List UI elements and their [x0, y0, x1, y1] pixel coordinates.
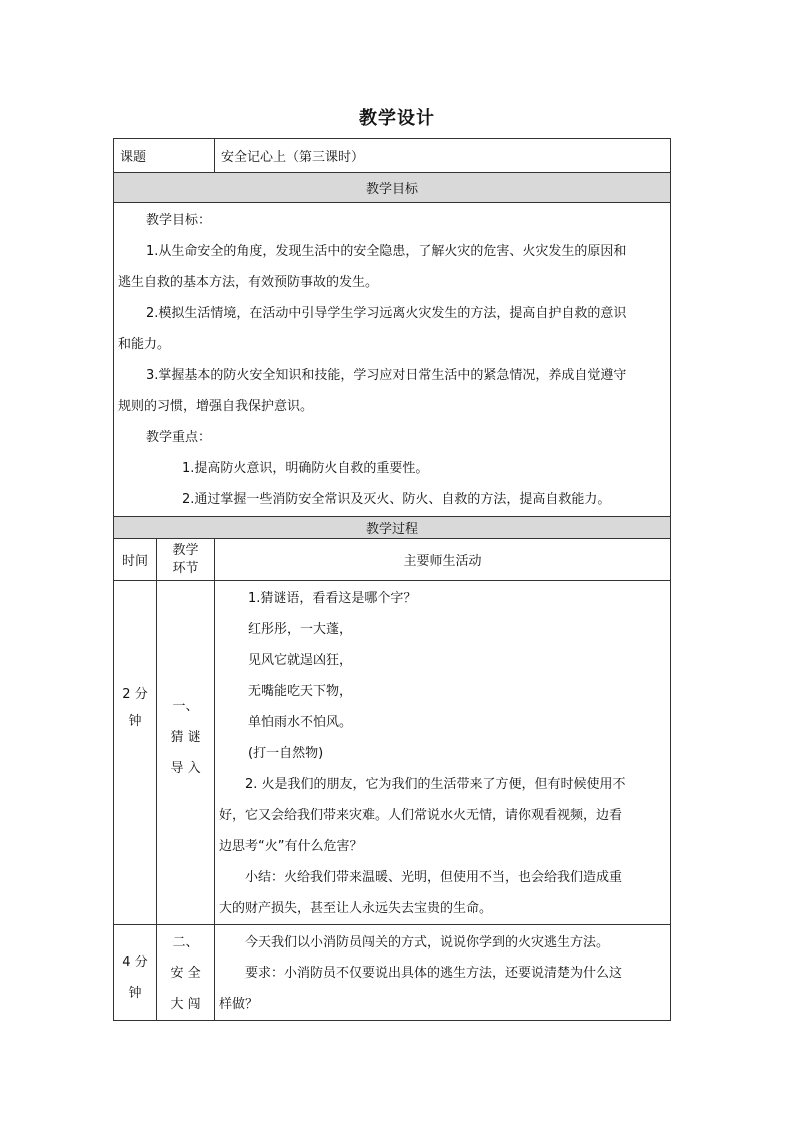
activity-line: 小结：火给我们带来温暖、光明，但使用不当，也会给我们造成重 — [245, 870, 623, 885]
row-time-line1: 2 分 — [122, 687, 148, 702]
activity-line: 见风它就逞凶狂， — [248, 653, 353, 668]
objectives-line: 教学重点： — [146, 430, 212, 445]
row-stage-line: 安 全 — [170, 966, 201, 981]
row-stage-line: 猜 谜 — [170, 730, 201, 745]
row-time-cell — [114, 925, 157, 1021]
objectives-line: 1.提高防火意识，明确防火自救的重要性。 — [182, 461, 429, 476]
activity-line: 大的财产损失，甚至让人永远失去宝贵的生命。 — [219, 901, 493, 916]
activity-line: 边思考“火”有什么危害？ — [219, 839, 363, 854]
objectives-line: 3.掌握基本的防火安全知识和技能，学习应对日常生活中的紧急情况，养成自觉遵守 — [146, 368, 627, 383]
lesson-row — [114, 139, 671, 173]
activity-line: 好，它又会给我们带来灾难。人们常说水火无情，请你观看视频，边看 — [219, 808, 623, 823]
col-stage-header — [157, 539, 215, 581]
activity-line: 2. 火是我们的朋友，它为我们的生活带来了方便，但有时候使用不 — [245, 777, 626, 792]
row-stage-line: 大 闯 — [170, 997, 201, 1012]
col-activity-header: 主要师生活动 — [215, 539, 671, 581]
col-stage-header-line2: 环节 — [172, 560, 199, 576]
row-stage-line: 导 入 — [170, 761, 201, 776]
objectives-line: 和能力。 — [118, 337, 171, 352]
row-activity-cell — [215, 925, 671, 1021]
activity-line: 样做？ — [219, 997, 259, 1012]
row-time-line2: 钟 — [128, 986, 142, 1001]
row-stage-cell — [157, 925, 215, 1021]
col-stage-header-line1: 教学 — [172, 542, 199, 558]
row-activity-cell — [215, 581, 671, 925]
row-stage-line: 一、 — [172, 699, 199, 714]
row-stage-cell — [157, 581, 215, 925]
row-time-cell — [114, 581, 157, 925]
objectives-line: 2.通过掌握一些消防安全常识及灭火、防火、自救的方法，提高自救能力。 — [182, 492, 611, 507]
objectives-line: 1.从生命安全的角度，发现生活中的安全隐患，了解火灾的危害、火灾发生的原因和 — [146, 244, 627, 259]
process-header: 教学过程 — [114, 517, 671, 539]
process-column-headers — [114, 539, 671, 581]
activity-line: 单怕雨水不怕风。 — [248, 715, 353, 730]
activity-line: 今天我们以小消防员闯关的方式，说说你学到的火灾逃生方法。 — [245, 935, 610, 950]
objectives-body — [114, 203, 671, 517]
objectives-line: 逃生自救的基本方法，有效预防事故的发生。 — [118, 275, 379, 290]
activity-line: 要求：小消防员不仅要说出具体的逃生方法，还要说清楚为什么这 — [245, 966, 623, 981]
lesson-label: 课题 — [114, 139, 215, 173]
activity-line: 1.猜谜语，看看这是哪个字？ — [248, 591, 417, 606]
lesson-plan-table — [113, 138, 671, 1021]
objectives-line: 教学目标： — [146, 213, 212, 228]
table-row — [114, 925, 671, 1021]
row-time-line1: 4 分 — [122, 955, 148, 970]
objectives-header: 教学目标 — [114, 173, 671, 203]
objectives-line: 2.模拟生活情境，在活动中引导学生学习远离火灾发生的方法，提高自护自救的意识 — [146, 306, 627, 321]
page-title: 教学设计 — [359, 108, 435, 129]
activity-line: 红彤彤，一大蓬， — [248, 622, 353, 637]
row-time-line2: 钟 — [128, 714, 142, 729]
activity-line: 无嘴能吃天下物， — [248, 684, 353, 699]
lesson-value: 安全记心上（第三课时） — [215, 139, 671, 173]
col-time-header: 时间 — [114, 539, 157, 581]
activity-line: (打一自然物) — [248, 746, 324, 761]
row-stage-line: 二、 — [172, 935, 199, 950]
objectives-line: 规则的习惯，增强自我保护意识。 — [118, 399, 314, 414]
table-row — [114, 581, 671, 925]
